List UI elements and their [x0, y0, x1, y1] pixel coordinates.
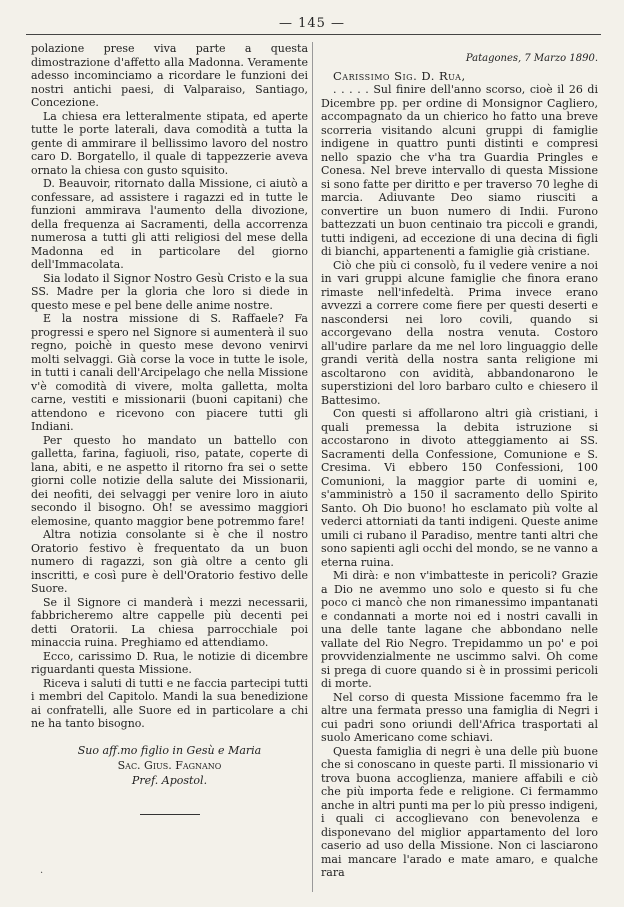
letter-salutation: Carissimo Sig. D. Rua,	[333, 68, 466, 83]
left-paragraph-5: E la nostra missione di S. Raffaele? Fa progressi e spero nel Signore si aumenterà il suo regno, poichè in questo mese devono venirvi molti selvaggi. Già corse la voce in tutte le isole, in tutti i canali dell'Arcipelago che nella Missione v'è comodità di vivere, molta galletta, molta carne, vestiti e missionarii (buoni capitani) che attendono e ricevono con piacere tutti gli Indiani.	[31, 312, 308, 433]
left-paragraph-4: Sia lodato il Signor Nostro Gesù Cristo e la sua SS. Madre per la gloria che loro si diede in questo mese e pel bene delle anime nostre.	[31, 271, 308, 312]
signature-title: Pref. Apostol.	[131, 773, 208, 787]
right-paragraph-1: . . . . . Sul finire dell'anno scorso, cioè il 26 di Dicembre pp. per ordine di Monsignor Cagliero, accompagnato da un chierico ho fatto una breve scorreria visitando alcuni gruppi di famiglie indigene in quattro punti distinti e compresi nello spazio che v'ha tra Guardia Pringles e Conesa. Nel breve intervallo di questa Missione si sono fatte per diritto e per traverso 70 leghe di marcia. Adiuvante Deo siamo riusciti a convertire un buon numero di Indii. Furono battezzati un buon centinaio tra piccoli e grandi, tutti indigeni, ad eccezione di una decina di figli di bianchi, appartenenti a famiglie già cristiane.	[321, 83, 598, 258]
page-number: — 145 —	[278, 16, 346, 31]
left-paragraph-7: Altra notizia consolante si è che il nostro Oratorio festivo è frequentato da un buon numero di ragazzi, son già oltre a cento gli inscritti, e così pure è dell'Oratorio festivo delle Suore.	[31, 528, 308, 595]
left-paragraph-8: Se il Signore ci manderà i mezzi necessarii, fabbricheremo altre cappelle più decenti pei detti Oratorii. La chiesa parrocchiale poi minaccia ruina. Preghiamo ed attendiamo.	[31, 595, 308, 649]
left-paragraph-3: D. Beauvoir, ritornato dalla Missione, ci aiutò a confessare, ad assistere i ragazzi ed in tutte le funzioni ammirava l'aumento della divozione, della frequenza ai Sacramenti, della accorrenza numerosa a tutti gli atti religiosi del mese della Madonna ed in particolare del giorno dell'Immacolata.	[31, 177, 308, 271]
print-mark: ·	[40, 868, 44, 879]
right-paragraph-4: Mi dirà: e non v'imbatteste in pericoli? Grazie a Dio ne avemmo uno solo e questo si fu che poco ci mancò che non rimanessimo impantanati e condannati a morte noi ed i nostri cavalli in una delle tante lagane che abbondano nelle vallate del Rio Negro. Trepidammo un po' e poi provvidenzialmente ne uscimmo salvi. Oh come si prega di cuore quando si è in prossimi pericoli di morte.	[321, 569, 598, 690]
left-paragraph-9: Ecco, carissimo D. Rua, le notizie di dicembre riguardanti questa Missione.	[31, 649, 308, 676]
signature-block	[31, 743, 308, 788]
left-paragraph-10: Riceva i saluti di tutti e ne faccia partecipi tutti i membri del Capitolo. Mandi la sua benedizione ai confratelli, alle Suore ed in particolare a chi ne ha tanto bisogno.	[31, 676, 308, 730]
left-column	[31, 42, 308, 815]
right-paragraph-6: Questa famiglia di negri è una delle più buone che si conoscano in queste parti. Il missionario vi trova buona accoglienza, maniere affabili e ciò che più importa fede e religione. Ci fermammo anche in altri punti ma per lo più presso indigeni, i quali ci accoglievano con benevolenza e disponevano del miglior appartamento del loro caserio ad uso della Missione. Non ci lasciarono mai mancare l'arado e mate amaro, e qualche rara	[321, 744, 599, 879]
header-rule	[26, 34, 601, 35]
right-paragraph-3: Con questi si affollarono altri già cristiani, i quali premessa la debita istruzione si accostarono in divoto atteggiamento ai SS. Sacramenti della Confessione, Comunione e S. Cresima. Vi ebbero 150 Confessioni, 100 Comunioni, la maggior parte di uomini e, s'amministrò a 150 il sacramento dello Spirito Santo. Oh Dio buono! ho esclamato più volte al vederci attorniati da tanti indigeni. Queste anime umili ci rubano il Paradiso, mentre tanti altri che sono sapienti agli occhi del mondo, se ne vanno a eterna ruina.	[321, 407, 598, 569]
end-rule	[140, 814, 200, 815]
right-paragraph-2: Ciò che più ci consolò, fu il vedere venire a noi in vari gruppi alcune famiglie che finora erano rimaste nell'infedeltà. Prima invece erano avvezzi a correre come fiere per questi deserti e nascondersi nei loro covili, quando si accorgevano della nostra venuta. Costoro all'udire parlare da me nel loro linguaggio delle grandi verità della nostra santa religione mi ascoltarono con avidità, abbandonarono le superstizioni del loro barbaro culto e chiesero il Battesimo.	[321, 258, 598, 407]
right-paragraph-5: Nel corso di questa Missione facemmo fra le altre una fermata presso una famiglia di Negri i cui padri sono oriundi dell'Africa trasportati al suolo Americano come schiavi.	[321, 690, 598, 744]
letter-dateline: Patagones, 7 Marzo 1890.	[465, 53, 598, 64]
left-paragraph-6: Per questo ho mandato un battello con galletta, farina, fagiuoli, riso, patate, coperte di lana, abiti, e ne aspetto il ritorno fra sei o sette giorni colle notizie della salute dei Missionarii, dei neofiti, dei selvaggi per venire loro in aiuto secondo il bisogno. Oh! se avessimo maggiori elemosine, quanto maggior bene potremmo fare!	[31, 433, 308, 528]
signature-closing: Suo aff.mo figlio in Gesù e Maria	[77, 743, 262, 757]
signature-name: Sac. Gius. Fagnano	[117, 758, 222, 772]
column-divider	[312, 42, 313, 892]
left-paragraph-1: polazione prese viva parte a questa dimostrazione d'affetto alla Madonna. Veramente adesso incominciamo a ricordare le funzioni dei nostri antichi paesi, di Valparaiso, Santiago, Concezione.	[31, 42, 308, 109]
right-column	[321, 42, 598, 880]
left-paragraph-2: La chiesa era letteralmente stipata, ed aperte tutte le porte laterali, dava comodità a tutta la gente di ammirare il bellissimo lavoro del nostro caro D. Borgatello, il quale di tappezzerie aveva ornato la chiesa con gusto squisito.	[31, 109, 308, 177]
